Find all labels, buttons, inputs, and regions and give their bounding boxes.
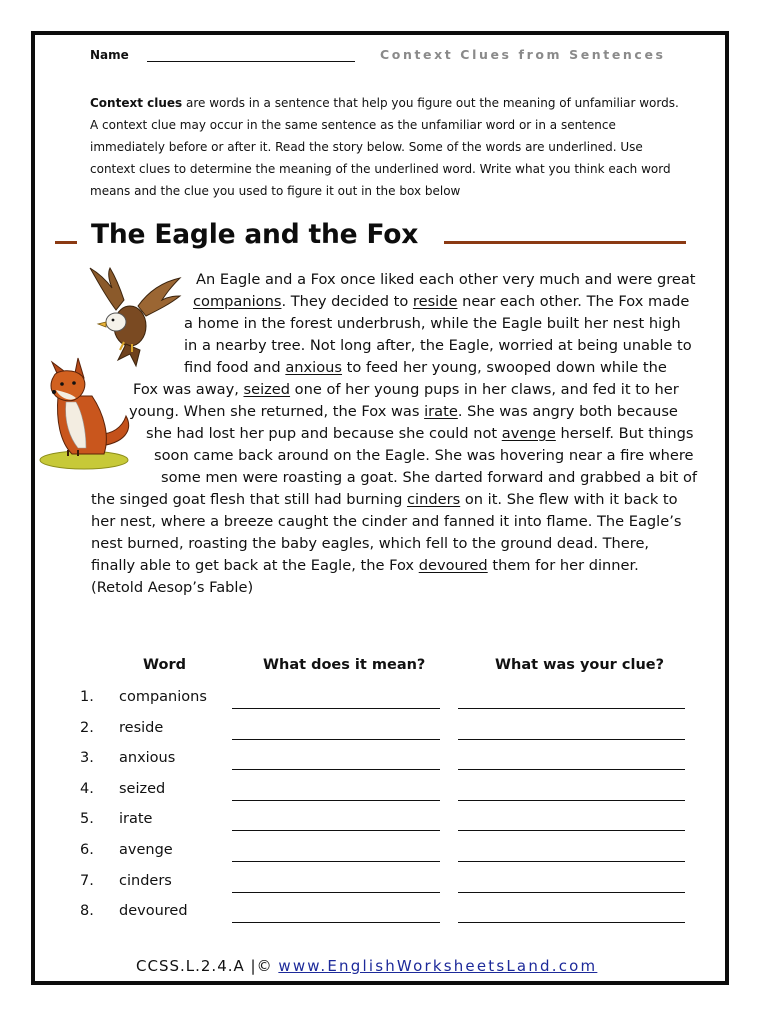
story-line xyxy=(193,292,689,312)
clue-answer-line[interactable] xyxy=(458,739,685,740)
story-text-segment: An Eagle and a Fox once liked each other very much and were great xyxy=(196,271,696,288)
story-line xyxy=(91,556,639,576)
worksheet-header-title: Context Clues from Sentences xyxy=(380,47,666,62)
row-number: 8. xyxy=(80,903,94,920)
story-text-segment: in a nearby tree. Not long after, the Eagle, worried at being unable to xyxy=(184,337,692,354)
story-text-segment: finally able to get back at the Eagle, the Fox xyxy=(91,557,419,574)
footer-standard: CCSS.L.2.4.A |© xyxy=(136,957,279,975)
footer-link[interactable]: www.EnglishWorksheetsLand.com xyxy=(278,957,598,975)
story-text-segment: . She was angry both because xyxy=(457,403,678,420)
vocab-word: companions xyxy=(119,689,207,705)
meaning-answer-line[interactable] xyxy=(232,830,440,831)
intro-paragraph xyxy=(90,92,680,202)
clue-answer-line[interactable] xyxy=(458,769,685,770)
underlined-vocab-word: devoured xyxy=(418,557,488,574)
row-number: 4. xyxy=(80,780,94,797)
story-text-segment: them for her dinner. xyxy=(487,557,639,574)
story-line xyxy=(146,424,693,444)
underlined-vocab-word: cinders xyxy=(407,491,461,508)
col-header-word: Word xyxy=(143,657,186,673)
story-line xyxy=(184,358,667,378)
vocab-word: anxious xyxy=(119,750,176,767)
story-line xyxy=(154,446,694,466)
story-line xyxy=(196,270,696,290)
story-line xyxy=(129,402,678,422)
meaning-answer-line[interactable] xyxy=(232,800,440,801)
story-text-segment: (Retold Aesop’s Fable) xyxy=(91,579,254,596)
meaning-answer-line[interactable] xyxy=(232,739,440,740)
story-text-segment: she had lost her pup and because she could not xyxy=(146,425,502,442)
clue-answer-line[interactable] xyxy=(458,708,685,709)
fox-icon xyxy=(38,350,142,472)
clue-answer-line[interactable] xyxy=(458,861,685,862)
intro-text: are words in a sentence that help you figure out the meaning of unfamiliar words. A context clue may occur in the same sentence as the unfamiliar word or in a sentence immediately before or after it. Read the story below. Some of the words are underlined. Use context clues to determine the meaning of the underlined word. Write what you think each word means and the clue you used to figure it out in the box below xyxy=(90,96,679,198)
underlined-vocab-word: reside xyxy=(412,293,458,310)
meaning-answer-line[interactable] xyxy=(232,892,440,893)
vocab-word: seized xyxy=(119,780,166,797)
story-text-segment: Fox was away, xyxy=(133,381,244,398)
underlined-vocab-word: companions xyxy=(193,293,282,310)
row-number: 5. xyxy=(80,811,94,828)
row-number: 3. xyxy=(80,750,94,767)
story-line xyxy=(91,490,678,510)
title-rule-left xyxy=(55,241,77,244)
underlined-vocab-word: anxious xyxy=(285,359,343,376)
footer xyxy=(136,957,597,975)
vocab-word: cinders xyxy=(119,872,172,889)
col-header-clue: What was your clue? xyxy=(495,657,665,673)
story-line xyxy=(133,380,679,400)
clue-answer-line[interactable] xyxy=(458,800,685,801)
story-line xyxy=(91,578,253,598)
story-text-segment: . They decided to xyxy=(281,293,413,310)
story-title: The Eagle and the Fox xyxy=(91,219,419,250)
story-text-segment: herself. But things xyxy=(555,425,694,442)
story-line xyxy=(161,468,697,488)
story-text-segment: her nest, where a breeze caught the cinder and fanned it into flame. The Eagle’s xyxy=(91,513,682,530)
name-label: Name xyxy=(90,48,129,62)
vocab-word: irate xyxy=(119,811,153,828)
story-line xyxy=(184,314,681,334)
story-text-segment: on it. She flew with it back to xyxy=(460,491,678,508)
vocab-word: devoured xyxy=(119,903,188,920)
story-text-segment: the singed goat flesh that still had burning xyxy=(91,491,408,508)
story-text-segment: a home in the forest underbrush, while the Eagle built her nest high xyxy=(184,315,681,332)
meaning-answer-line[interactable] xyxy=(232,922,440,923)
row-number: 1. xyxy=(80,689,94,705)
story-text-segment: young. When she returned, the Fox was xyxy=(129,403,425,420)
row-number: 7. xyxy=(80,872,94,889)
story-text-segment: near each other. The Fox made xyxy=(457,293,690,310)
vocab-word: reside xyxy=(119,719,164,736)
clue-answer-line[interactable] xyxy=(458,892,685,893)
story-text-segment: nest burned, roasting the baby eagles, which fell to the ground dead. There, xyxy=(91,535,650,552)
underlined-vocab-word: seized xyxy=(243,381,291,398)
meaning-answer-line[interactable] xyxy=(232,861,440,862)
story-text-segment: one of her young pups in her claws, and fed it to her xyxy=(290,381,679,398)
col-header-meaning: What does it mean? xyxy=(263,657,426,673)
clue-answer-line[interactable] xyxy=(458,922,685,923)
story-line xyxy=(91,512,681,532)
intro-term: Context clues xyxy=(90,96,183,110)
clue-answer-line[interactable] xyxy=(458,830,685,831)
story-line xyxy=(184,336,692,356)
underlined-vocab-word: irate xyxy=(424,403,458,420)
underlined-vocab-word: avenge xyxy=(501,425,556,442)
story-text-segment: to feed her young, swooped down while the xyxy=(342,359,667,376)
story-text-segment: soon came back around on the Eagle. She was hovering near a fire where xyxy=(154,447,694,464)
story-line xyxy=(91,534,649,554)
row-number: 2. xyxy=(80,719,94,736)
name-field-line[interactable] xyxy=(147,61,355,62)
story-text-segment: find food and xyxy=(184,359,286,376)
title-rule-right xyxy=(444,241,686,244)
vocab-word: avenge xyxy=(119,842,173,858)
story-text-segment: some men were roasting a goat. She darted forward and grabbed a bit of xyxy=(161,469,698,486)
meaning-answer-line[interactable] xyxy=(232,769,440,770)
meaning-answer-line[interactable] xyxy=(232,708,440,709)
row-number: 6. xyxy=(80,842,94,858)
